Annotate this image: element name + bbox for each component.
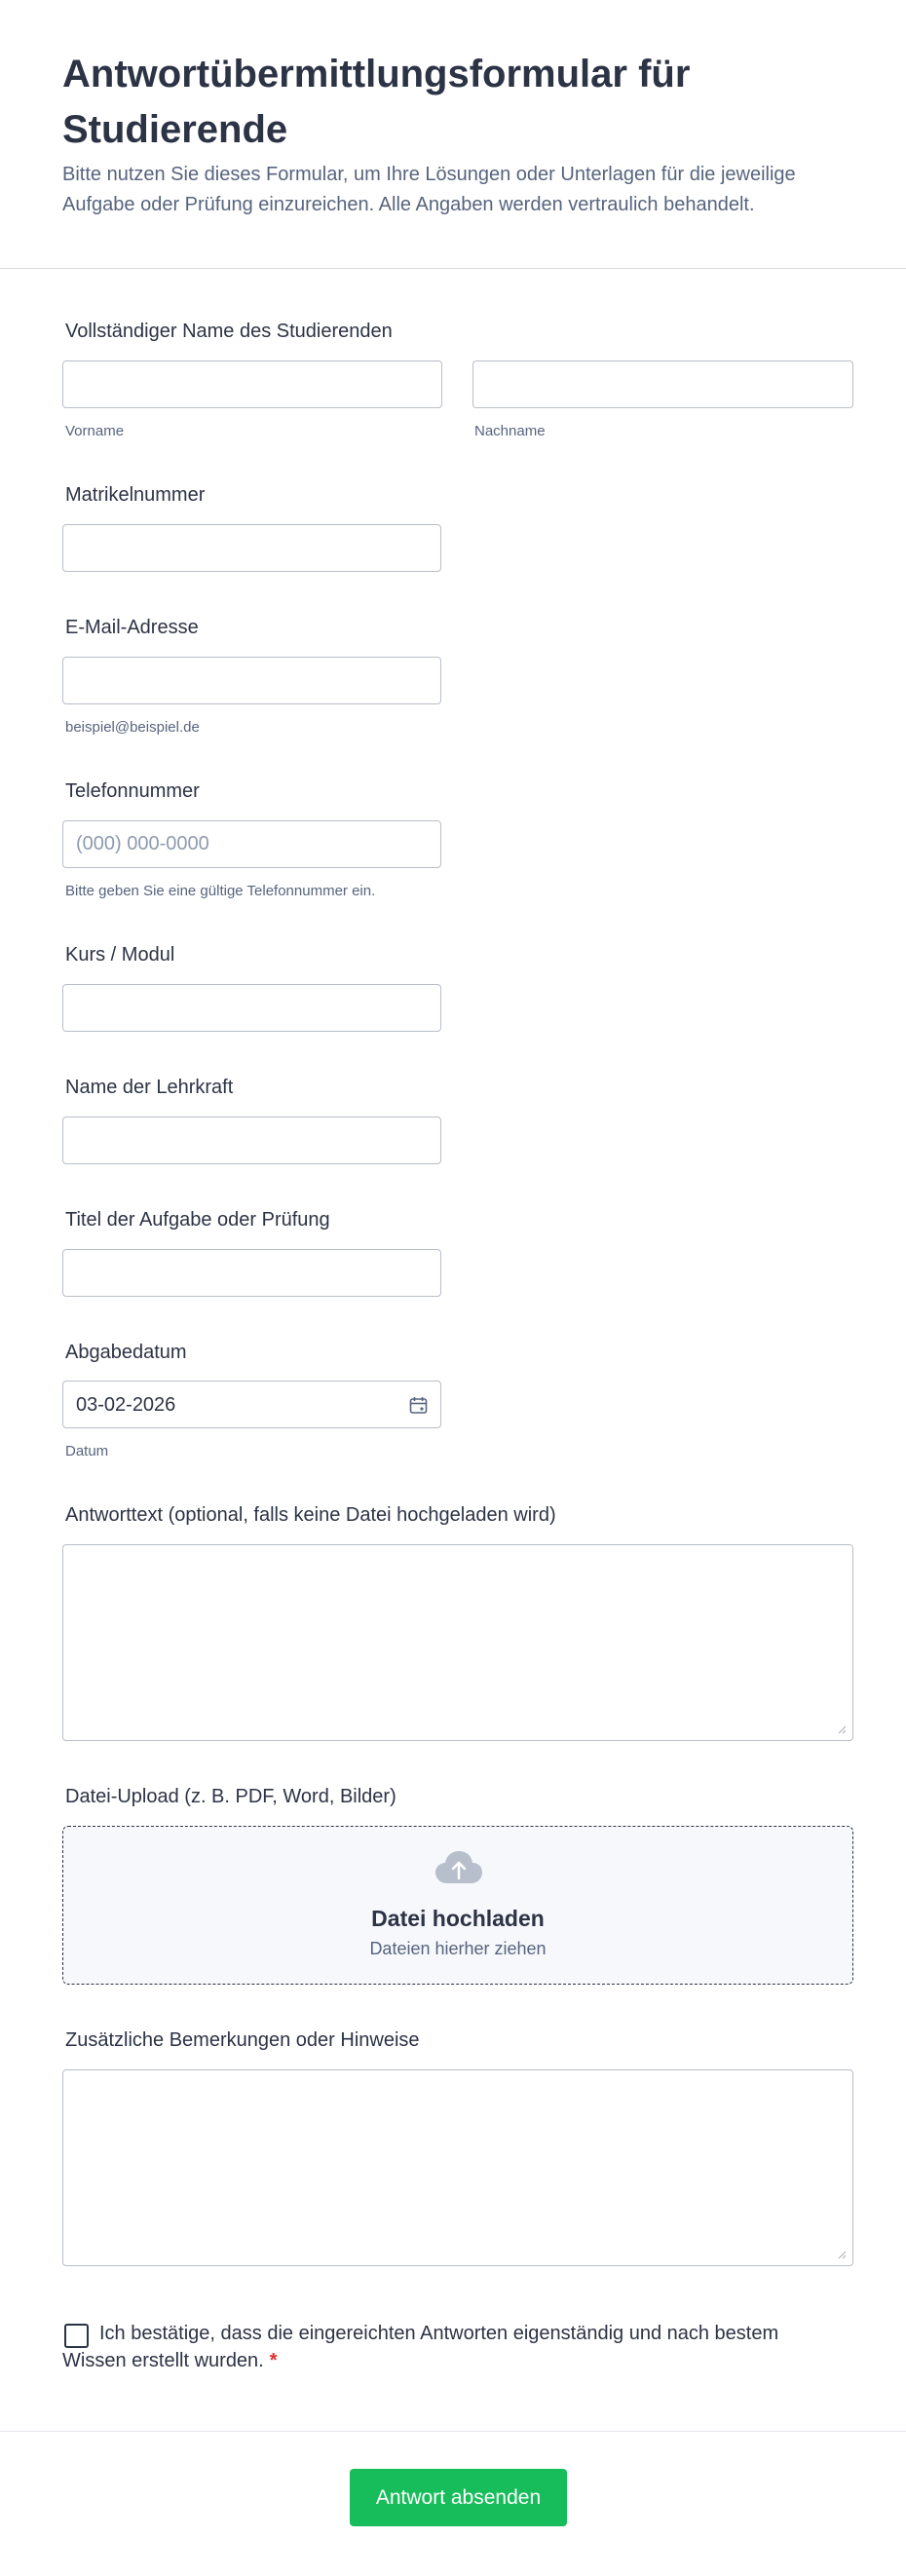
consent-text [62, 2320, 783, 2374]
resize-handle-icon[interactable] [837, 2250, 847, 2259]
footer-divider [0, 2431, 906, 2432]
due-date-value: 03-02-2026 [76, 1394, 176, 1416]
phone-label: Telefonnummer [65, 780, 200, 802]
submit-button[interactable]: Antwort absenden [350, 2469, 567, 2526]
form-title: Antwortübermittlungsformular für Studierende [62, 53, 691, 151]
teacher-label: Name der Lehrkraft [65, 1077, 234, 1098]
course-input[interactable] [62, 984, 441, 1032]
form-subtitle: Bitte nutzen Sie dieses Formular, um Ihre Lösungen oder Unterlagen für die jeweilige Aufgabe oder Prüfung einzureichen. Alle Angaben werden vertraulich behandelt. [62, 164, 796, 215]
student-id-label: Matrikelnummer [65, 484, 206, 506]
due-date-input[interactable] [62, 1381, 441, 1428]
upload-title: Datei hochladen [371, 1906, 545, 1931]
assignment-title-input[interactable] [62, 1249, 441, 1297]
answer-text-label: Antworttext (optional, falls keine Datei hochgeladen wird) [65, 1504, 556, 1526]
calendar-icon[interactable] [409, 1396, 428, 1415]
teacher-input[interactable] [62, 1117, 441, 1164]
file-upload-dropzone[interactable] [62, 1826, 853, 1985]
upload-subtitle: Dateien hierher ziehen [369, 1939, 547, 1958]
consent-label: Ich bestätige, dass die eingereichten Antworten eigenständig und nach bestem Wissen erstellt wurden. [62, 2323, 779, 2371]
cloud-upload-icon [434, 1850, 483, 1885]
student-id-input[interactable] [62, 524, 441, 572]
last-name-input[interactable] [472, 360, 853, 408]
email-input[interactable] [62, 657, 441, 704]
due-date-sublabel: Datum [65, 1443, 109, 1459]
email-label: E-Mail-Adresse [65, 617, 199, 638]
form-header [0, 0, 906, 269]
due-date-label: Abgabedatum [65, 1342, 187, 1363]
file-upload-label: Datei-Upload (z. B. PDF, Word, Bilder) [65, 1786, 396, 1807]
phone-sublabel: Bitte geben Sie eine gültige Telefonnummer ein. [65, 883, 376, 899]
remarks-label: Zusätzliche Bemerkungen oder Hinweise [65, 2029, 420, 2051]
first-name-input[interactable] [62, 360, 442, 408]
email-sublabel: beispiel@beispiel.de [65, 719, 200, 736]
first-name-sublabel: Vorname [65, 423, 125, 439]
last-name-sublabel: Nachname [474, 423, 546, 439]
answer-text-textarea[interactable] [62, 1544, 853, 1741]
required-marker: * [269, 2350, 278, 2371]
remarks-textarea[interactable] [62, 2069, 853, 2266]
resize-handle-icon[interactable] [837, 1724, 847, 1734]
course-label: Kurs / Modul [65, 944, 175, 966]
full-name-label: Vollständiger Name des Studierenden [65, 321, 393, 342]
assignment-title-label: Titel der Aufgabe oder Prüfung [65, 1209, 330, 1231]
phone-input[interactable] [62, 820, 441, 868]
